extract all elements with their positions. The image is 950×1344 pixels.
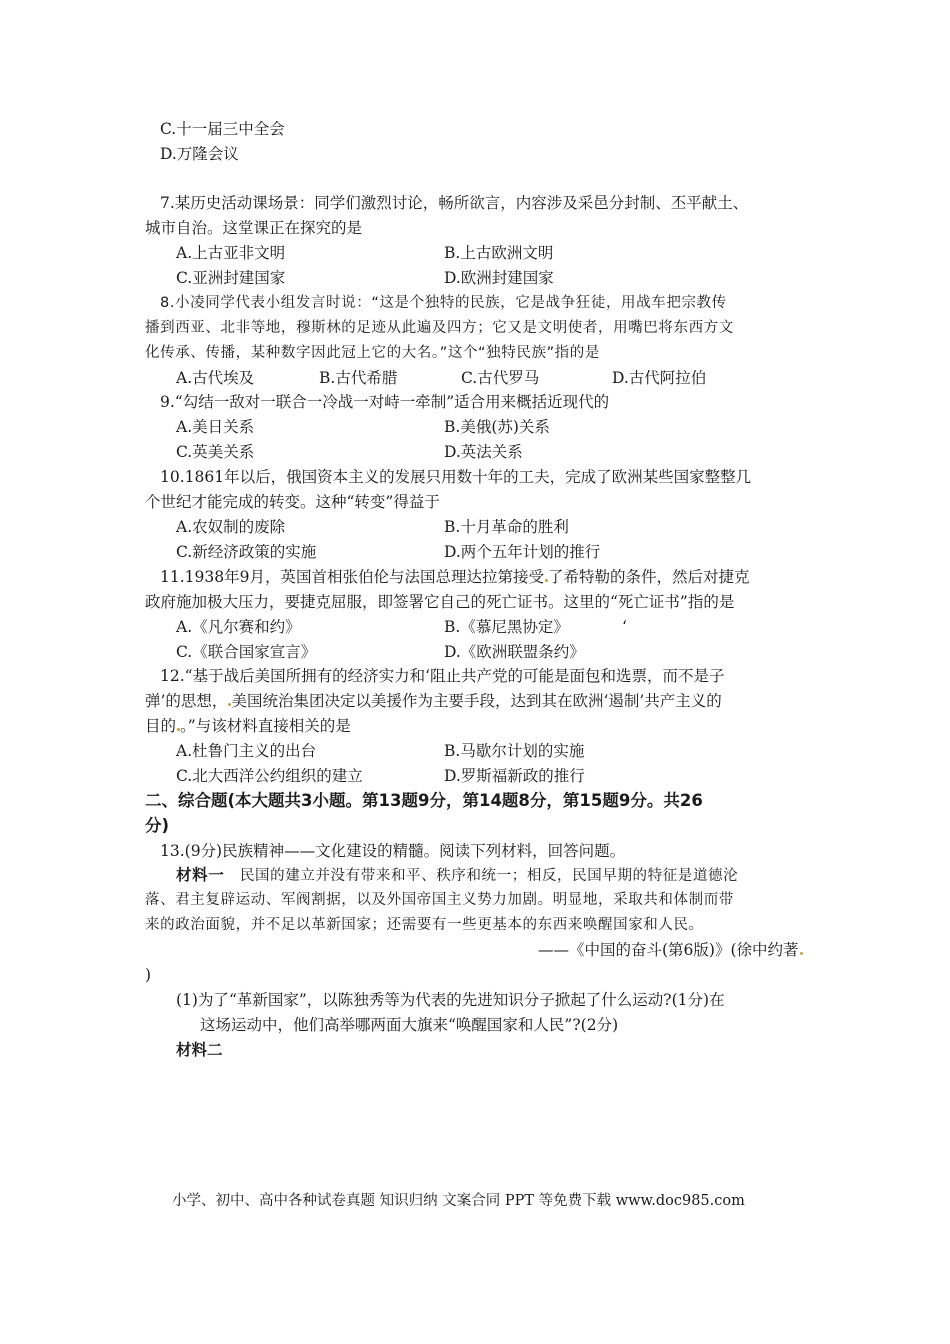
q12-option-b: B.马歇尔计划的实施 bbox=[444, 742, 585, 760]
q12-stem-line3-part2: 。”与该材料直接相关的是 bbox=[180, 717, 351, 735]
stray-quote-mark: ‘ bbox=[622, 618, 627, 636]
q11-stem-line2: 政府施加极大压力，要捷克屈服，即签署它自己的死亡证书。这里的“死亡证书”指的是 bbox=[145, 593, 735, 611]
q9-stem: 9.“勾结一敌对一联合一冷战一对峙一牵制”适合用来概括近现代的 bbox=[160, 393, 610, 411]
q8-option-b: B.古代希腊 bbox=[319, 369, 398, 387]
q13-sub1-line1: (1)为了“革新国家”，以陈独秀等为代表的先进知识分子掀起了什么运动?(1分)在 bbox=[176, 991, 725, 1009]
q10-stem-line2: 个世纪才能完成的转变。这种“转变”得益于 bbox=[145, 493, 440, 511]
q11-option-c: C.《联合国家宣言》 bbox=[176, 643, 317, 661]
q13-intro: 13.(9分)民族精神——文化建设的精髓。阅读下列材料，回答问题。 bbox=[160, 842, 626, 860]
q9-option-a: A.美日关系 bbox=[176, 418, 255, 436]
q12-stem-line2-part1: 弹’的思想， bbox=[145, 692, 228, 710]
q9-option-c: C.英美关系 bbox=[176, 443, 255, 461]
section-heading-line2: 分) bbox=[145, 816, 170, 835]
q10-option-d: D.两个五年计划的推行 bbox=[444, 543, 601, 561]
q8-stem-line1: 8.小凌同学代表小组发言时说：“这是个独特的民族，它是战争狂徒，用战车把宗教传 bbox=[160, 295, 727, 311]
q8-option-d: D.古代阿拉伯 bbox=[612, 369, 707, 387]
q11-option-a: A.《凡尔赛和约》 bbox=[176, 618, 301, 636]
q7-option-c: C.亚洲封建国家 bbox=[176, 269, 286, 287]
q11-option-d: D.《欧洲联盟条约》 bbox=[444, 643, 585, 661]
page-footer: 小学、初中、高中各种试卷真题 知识归纳 文案合同 PPT 等免费下载 www.doc985.com bbox=[172, 1193, 745, 1209]
q8-stem-line3: 化传承、传播，某种数字因此冠上它的大名。”这个“独特民族”指的是 bbox=[145, 345, 600, 361]
q8-option-c: C.古代罗马 bbox=[461, 369, 540, 387]
q12-option-c: C.北大西洋公约组织的建立 bbox=[176, 767, 363, 785]
q13-material1-line3: 来的政治面貌，并不足以革新国家；还需要有一些更基本的东西来唤醒国家和人民。 bbox=[145, 917, 704, 933]
q6-option-c: C.十一届三中全会 bbox=[160, 120, 285, 138]
q13-sub1-line2: 这场运动中，他们高举哪两面大旗来“唤醒国家和人民”?(2分) bbox=[200, 1016, 619, 1034]
q7-stem-line1: 7.某历史活动课场景：同学们激烈讨论，畅所欲言，内容涉及采邑分封制、丕平献土、 bbox=[160, 194, 749, 212]
q12-stem-line2 bbox=[145, 691, 722, 711]
material2-label: 材料二 bbox=[176, 1041, 223, 1059]
q12-stem-line3-part1: 目的 bbox=[145, 717, 177, 735]
q13-material1-line2: 落、君主复辟运动、军阀割据，以及外国帝国主义势力加剧。明显地，采取共和体制而带 bbox=[145, 892, 734, 908]
q7-stem-line2: 城市自治。这堂课正在探究的是 bbox=[145, 219, 363, 237]
material1-label: 材料一 bbox=[176, 866, 225, 884]
q13-material1-line1 bbox=[176, 865, 738, 886]
q11-stem-part1: 11.1938年9月，英国首相张伯伦与法国总理达拉第接受 bbox=[160, 568, 544, 586]
q10-option-b: B.十月革命的胜利 bbox=[444, 518, 569, 536]
q12-stem-line1: 12.“基于战后美国所拥有的经济实力和‘阻止共产党的可能是面包和选票，而不是子 bbox=[160, 667, 725, 685]
q10-stem-line1: 10.1861年以后，俄国资本主义的发展只用数十年的工夫，完成了欧洲某些国家整整几 bbox=[160, 468, 752, 486]
q12-option-a: A.杜鲁门主义的出台 bbox=[176, 742, 317, 760]
section-heading-line1: 二、综合题(本大题共3小题。第13题9分，第14题8分，第15题9分。共26 bbox=[145, 791, 703, 810]
q6-option-d: D.万隆会议 bbox=[160, 145, 239, 163]
q12-stem-line3 bbox=[145, 716, 351, 736]
q13-source-close: ) bbox=[145, 966, 152, 984]
q8-option-a: A.古代埃及 bbox=[176, 369, 255, 387]
q9-option-d: D.英法关系 bbox=[444, 443, 523, 461]
q11-option-b: B.《慕尼黑协定》 bbox=[444, 618, 569, 636]
q7-option-d: D.欧洲封建国家 bbox=[444, 269, 554, 287]
q9-option-b: B.美俄(苏)关系 bbox=[444, 418, 550, 436]
q11-stem-line1 bbox=[160, 567, 749, 587]
q7-option-b: B.上古欧洲文明 bbox=[444, 244, 554, 262]
q13-source bbox=[538, 940, 803, 960]
q8-stem-line2: 播到西亚、北非等地，穆斯林的足迹从此遍及四方；它又是文明使者，用嘴巴将东西方文 bbox=[145, 320, 734, 336]
material1-text-1: 民国的建立并没有带来和平、秩序和统一；相反，民国早期的特征是道德沦 bbox=[239, 868, 739, 884]
dot-mark bbox=[800, 952, 803, 955]
q12-stem-line2-part2: 美国统治集团决定以美援作为主要手段，达到其在欧洲‘遏制’共产主义的 bbox=[231, 692, 722, 710]
q10-option-a: A.农奴制的废除 bbox=[176, 518, 286, 536]
q12-option-d: D.罗斯福新政的推行 bbox=[444, 767, 585, 785]
q13-source-text: ——《中国的奋斗(第6版)》(徐中约著 bbox=[538, 941, 799, 959]
q11-stem-part2: 了希特勒的条件，然后对捷克 bbox=[547, 568, 750, 586]
q10-option-c: C.新经济政策的实施 bbox=[176, 543, 317, 561]
q7-option-a: A.上古亚非文明 bbox=[176, 244, 286, 262]
